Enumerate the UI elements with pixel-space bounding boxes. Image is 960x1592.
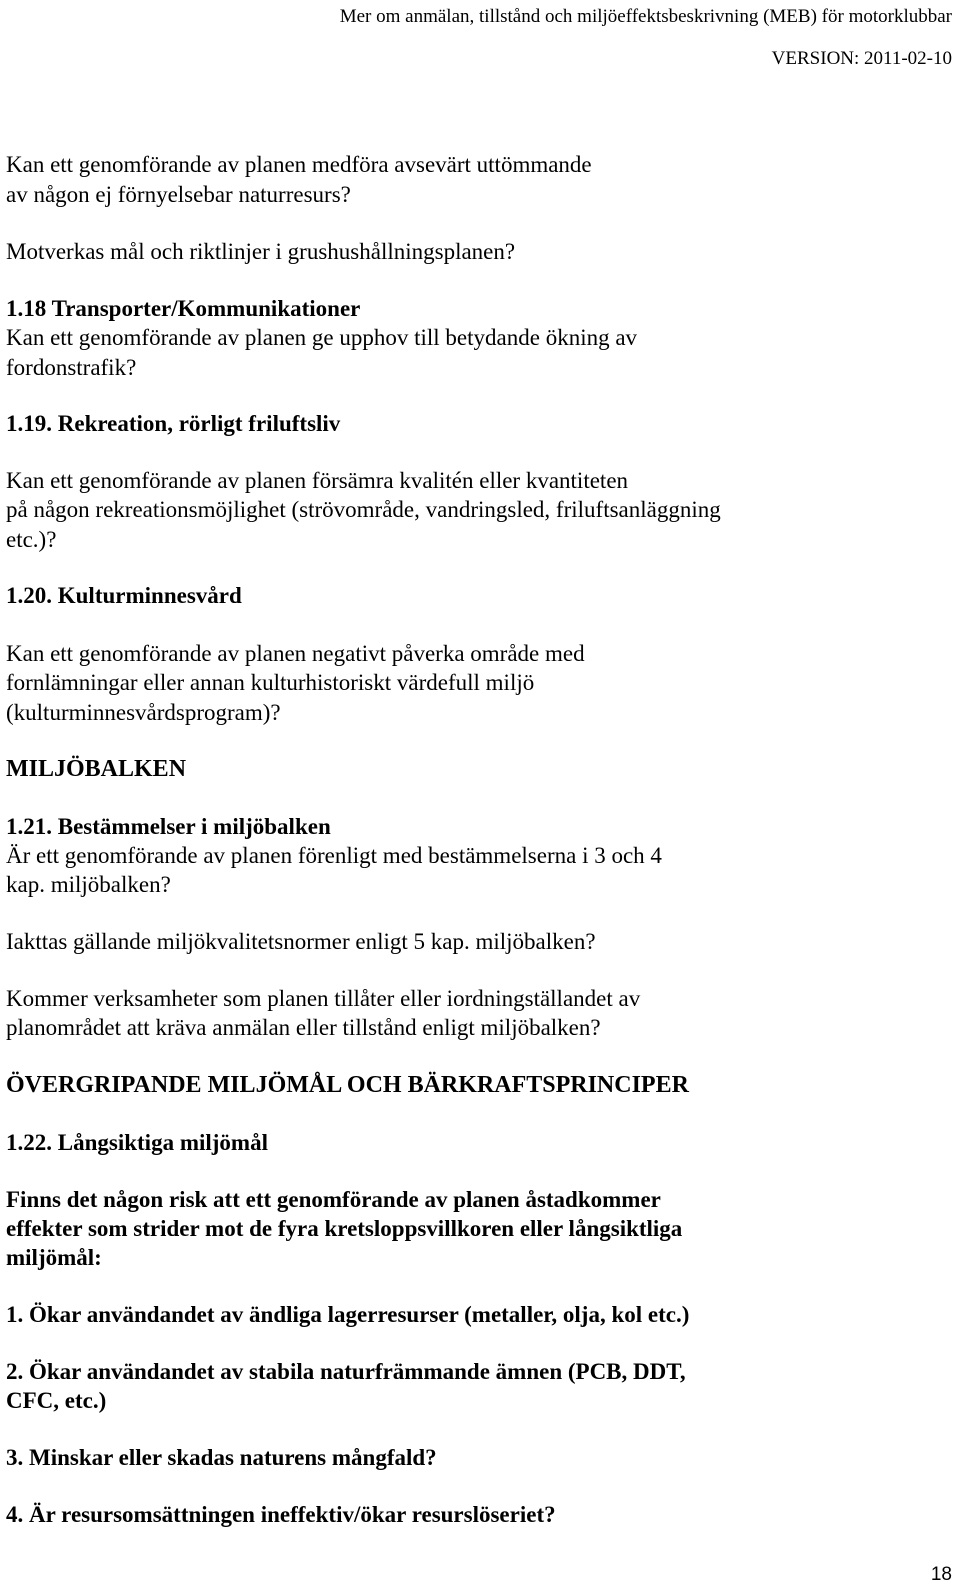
list-item-3: 3. Minskar eller skadas naturens mångfald?: [6, 1445, 437, 1470]
chapter-heading-overgripande: ÖVERGRIPANDE MILJÖMÅL OCH BÄRKRAFTSPRINCIPER: [6, 1072, 689, 1098]
body-text-line: kap. miljöbalken?: [6, 872, 171, 897]
body-text-line: fornlämningar eller annan kulturhistoriskt värdefull miljö: [6, 670, 535, 695]
body-text-line: Kan ett genomförande av planen försämra kvalitén eller kvantiteten: [6, 468, 629, 493]
list-item-2: 2. Ökar användandet av stabila naturfrämmande ämnen (PCB, DDT,: [6, 1359, 686, 1384]
chapter-heading-miljobalken: MILJÖBALKEN: [6, 756, 187, 782]
body-text-line: Iakttas gällande miljökvalitetsnormer enligt 5 kap. miljöbalken?: [6, 929, 596, 954]
body-text-line: Kommer verksamheter som planen tillåter eller iordningställandet av: [6, 986, 641, 1011]
section-heading-1-20: 1.20. Kulturminnesvård: [6, 583, 242, 608]
body-text-line: Kan ett genomförande av planen negativt påverka område med: [6, 641, 585, 666]
document-header-title: Mer om anmälan, tillstånd och miljöeffektsbeskrivning (MEB) för motorklubbar: [339, 6, 952, 27]
page-number: 18: [930, 1564, 952, 1585]
bold-question-line: Finns det någon risk att ett genomförande av planen åstadkommer: [6, 1187, 661, 1212]
list-item-1: 1. Ökar användandet av ändliga lagerresurser (metaller, olja, kol etc.): [6, 1302, 690, 1327]
list-item-4: 4. Är resursomsättningen ineffektiv/ökar resurslöseriet?: [6, 1502, 556, 1527]
body-text-line: Kan ett genomförande av planen medföra avsevärt uttömmande: [6, 152, 592, 177]
body-text-line: planområdet att kräva anmälan eller tillstånd enligt miljöbalken?: [6, 1015, 601, 1040]
body-text-line: fordonstrafik?: [6, 355, 137, 380]
body-text-line: Kan ett genomförande av planen ge upphov till betydande ökning av: [6, 325, 638, 350]
list-item-2-cont: CFC, etc.): [6, 1388, 107, 1413]
document-version: VERSION: 2011-02-10: [771, 48, 952, 69]
section-heading-1-18: 1.18 Transporter/Kommunikationer: [6, 296, 361, 321]
bold-question-line: effekter som strider mot de fyra kretsloppsvillkoren eller långsiktliga: [6, 1216, 683, 1241]
body-text-line: Är ett genomförande av planen förenligt med bestämmelserna i 3 och 4: [6, 843, 662, 868]
section-heading-1-19: 1.19. Rekreation, rörligt friluftsliv: [6, 411, 341, 436]
body-text-line: (kulturminnesvårdsprogram)?: [6, 700, 281, 725]
bold-question-line: miljömål:: [6, 1245, 102, 1270]
section-heading-1-22: 1.22. Långsiktiga miljömål: [6, 1130, 268, 1155]
section-heading-1-21: 1.21. Bestämmelser i miljöbalken: [6, 814, 331, 839]
body-text-line: på någon rekreationsmöjlighet (strövområde, vandringsled, friluftsanläggning: [6, 497, 721, 522]
body-text-line: Motverkas mål och riktlinjer i grushushållningsplanen?: [6, 239, 516, 264]
body-text-line: av någon ej förnyelsebar naturresurs?: [6, 182, 351, 207]
body-text-line: etc.)?: [6, 527, 57, 552]
